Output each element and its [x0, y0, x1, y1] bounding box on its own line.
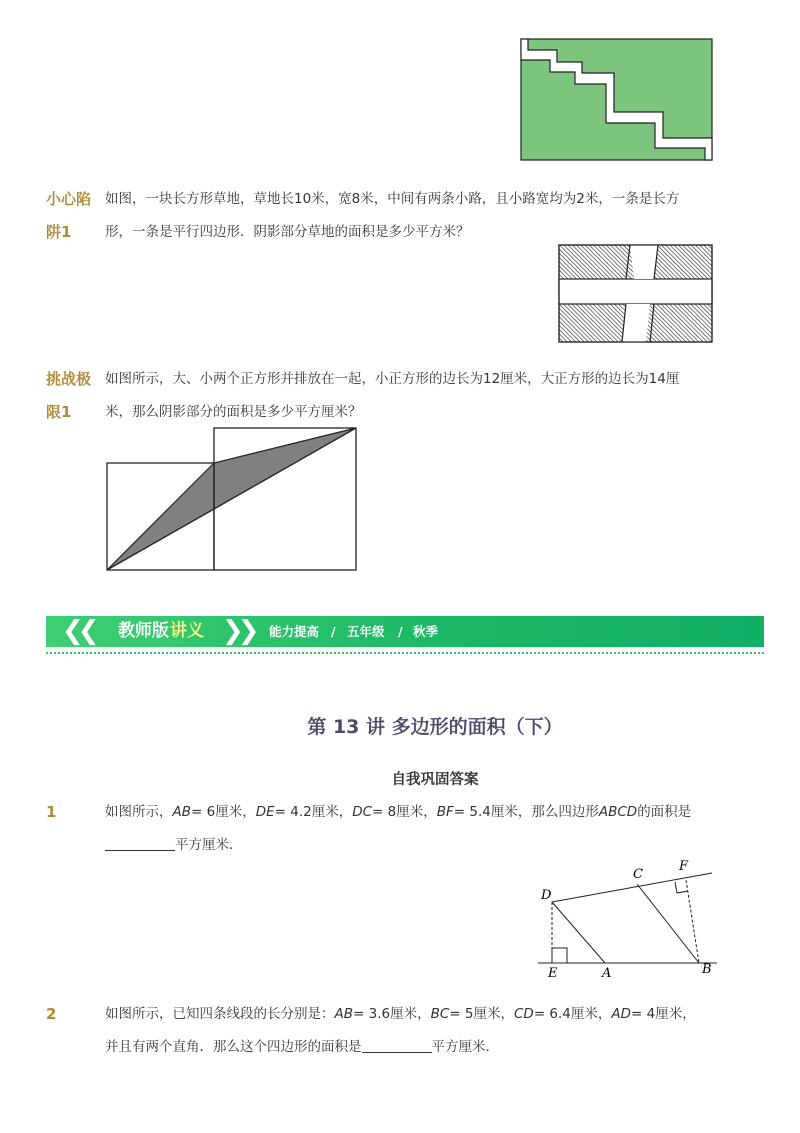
two-squares-figure — [104, 425, 360, 573]
breadcrumb-2: 五年级 — [347, 624, 385, 639]
teacher-edition-banner — [46, 616, 764, 647]
banner-title-part2: 讲义 — [170, 621, 204, 641]
label-C: C — [633, 867, 643, 882]
answer-blank-2[interactable] — [362, 1038, 432, 1053]
breadcrumb-3: 秋季 — [413, 624, 439, 639]
challenge-text-line2: 米，那么阴影部分的面积是多少平方厘米？ — [105, 404, 362, 420]
hatched-lawn-figure — [558, 244, 714, 344]
label-B: B — [702, 962, 712, 977]
staircase-lawn-figure — [520, 38, 714, 162]
chevron-left-icon: ❮❮ — [62, 616, 94, 646]
question-number-2: 2 — [46, 1005, 57, 1023]
lecture-subtitle: 自我巩固答案 — [391, 772, 479, 788]
question-2-line1: 如图所示，已知四条线段的长分别是：AB= 3.6厘米，BC= 5厘米，CD= 6.4厘米，AD= 4厘米， — [105, 1006, 696, 1022]
label-E: E — [548, 966, 558, 980]
challenge-label: 挑战极限1 — [46, 370, 92, 421]
label-F: F — [679, 859, 689, 874]
question-1-line2: 平方厘米． — [105, 829, 243, 862]
answer-blank-1[interactable] — [105, 836, 175, 851]
banner-dotted-divider — [46, 652, 764, 654]
question-2-line2: 并且有两个直角．那么这个四边形的面积是 平方厘米． — [105, 1039, 499, 1055]
breadcrumb-sep-1: / — [331, 624, 336, 639]
quadrilateral-abcd-figure — [532, 855, 722, 980]
trap-text-line2: 形，一条是平行四边形．阴影部分草地的面积是多少平方米？ — [105, 224, 470, 240]
breadcrumb-1: 能力提高 — [269, 624, 320, 639]
lecture-title: 第 13 讲 多边形的面积（下） — [307, 716, 563, 738]
trap-text-line1: 如图，一块长方形草地，草地长10米，宽8米，中间有两条小路，且小路宽均为2米，一条是长方 — [105, 191, 680, 207]
challenge-text-line1: 如图所示，大、小两个正方形并排放在一起，小正方形的边长为12厘米，大正方形的边长为14厘 — [105, 371, 680, 387]
label-A: A — [602, 966, 612, 980]
label-D: D — [541, 888, 552, 903]
banner-title-part1: 教师版 — [118, 621, 169, 641]
question-number-1: 1 — [46, 803, 57, 821]
chevron-right-icon: ❯❯ — [222, 616, 254, 646]
question-1-line1: 如图所示，AB= 6厘米，DE= 4.2厘米，DC= 8厘米，BF= 5.4厘米，那么四边形ABCD的面积是 — [105, 804, 692, 820]
trap-label: 小心陷阱1 — [46, 190, 92, 241]
breadcrumb-sep-2: / — [398, 624, 403, 639]
